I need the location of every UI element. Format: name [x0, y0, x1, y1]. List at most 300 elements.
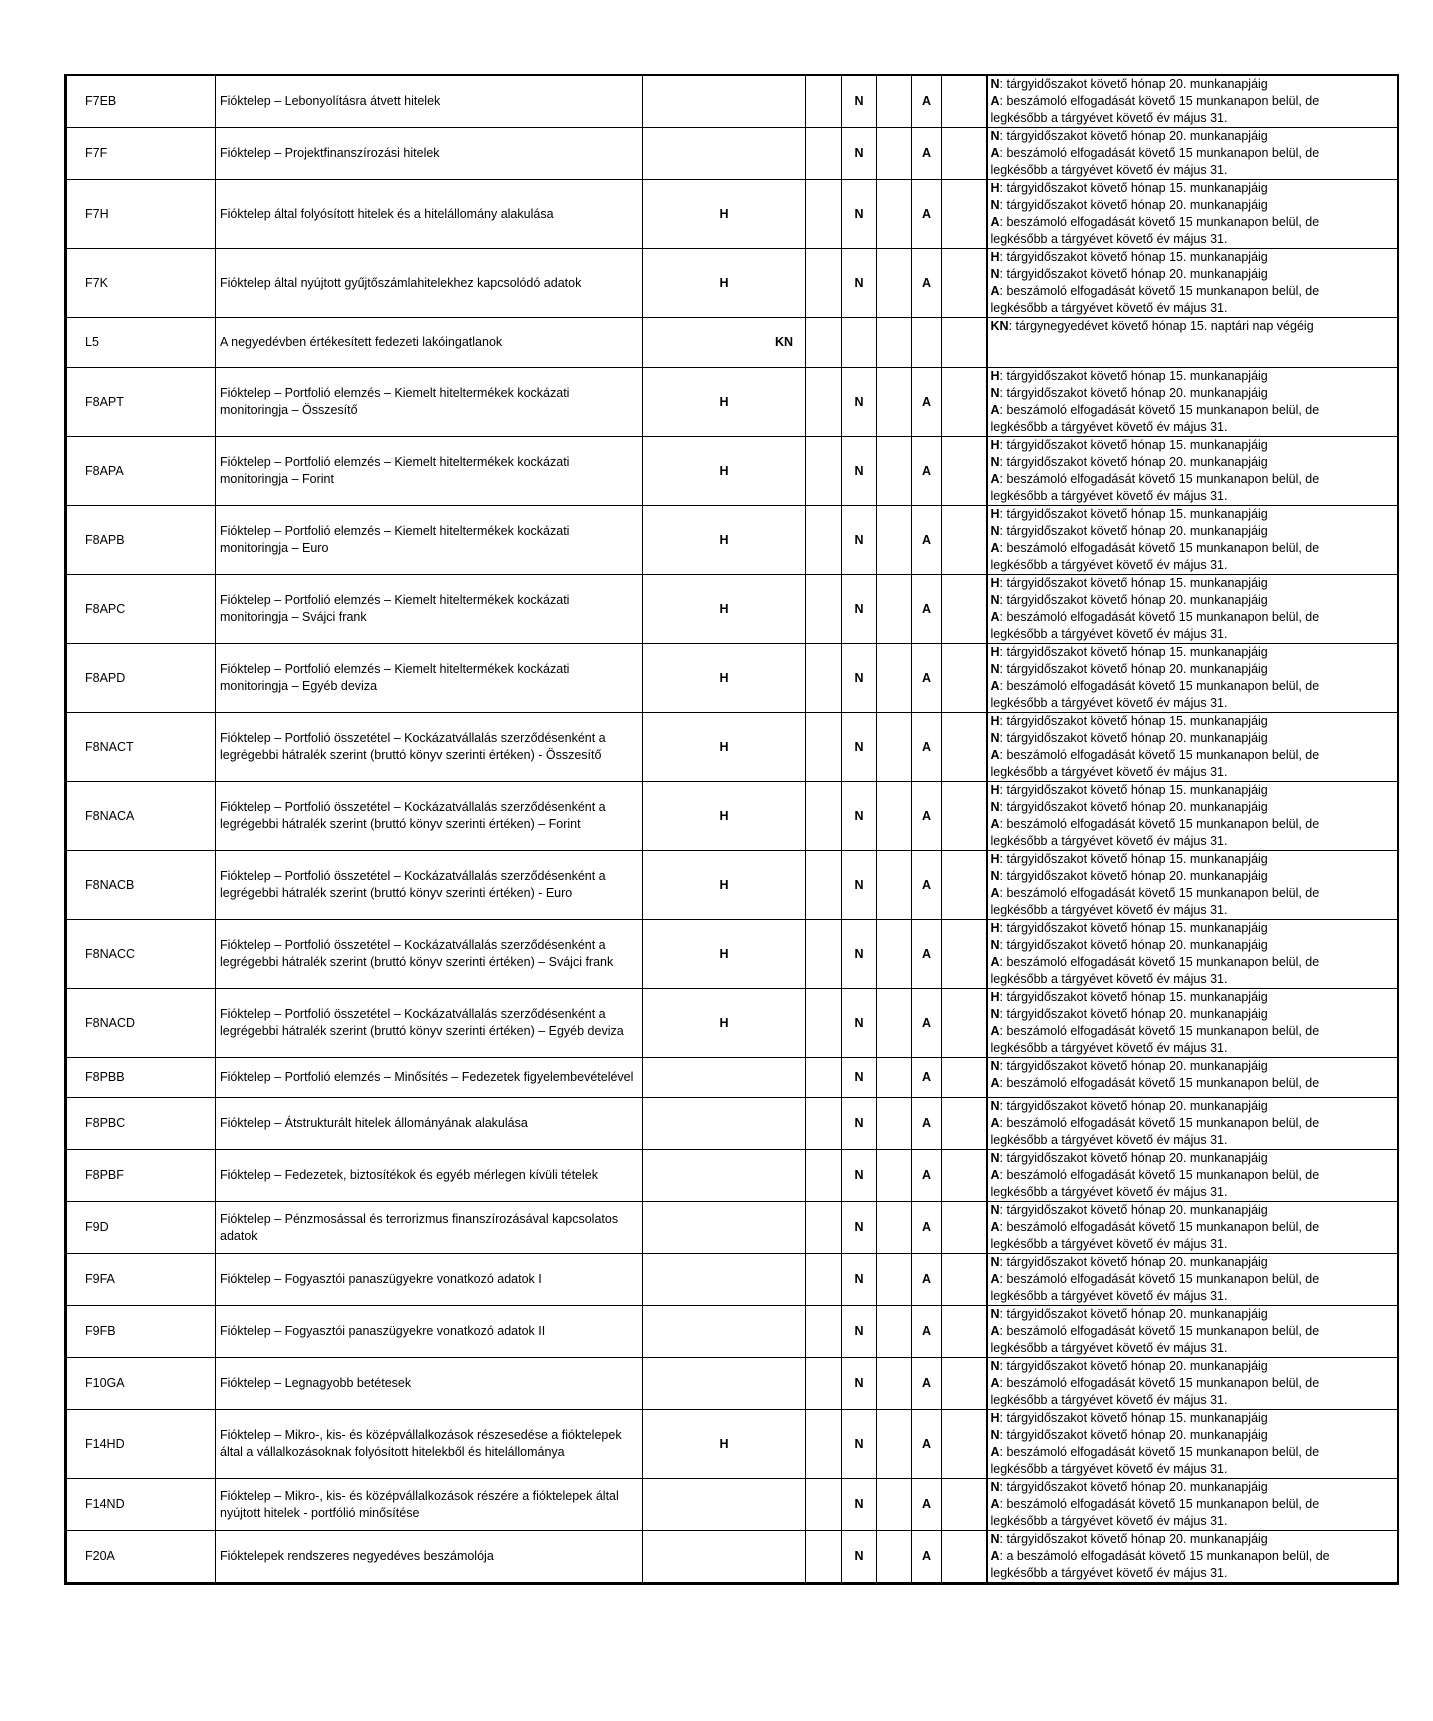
- frequency-spacer: [877, 1098, 912, 1150]
- deadline-text: : beszámoló elfogadását követő 15 munkanapon belül, de: [999, 1220, 1320, 1234]
- deadline-line: [991, 300, 1394, 317]
- deadline-key: H: [990, 783, 1000, 797]
- deadline-text: : tárgyidőszakot követő hónap 20. munkanapjáig: [999, 1532, 1268, 1546]
- table-body: [66, 75, 1398, 1584]
- frequency-h: H: [643, 713, 806, 782]
- frequency-spacer: [806, 368, 842, 437]
- deadline-cell: [987, 1098, 1398, 1150]
- row-description: Fióktelep – Portfolió elemzés – Minősítés – Fedezetek figyelembevételével: [216, 1058, 643, 1098]
- frequency-h: [643, 1058, 806, 1098]
- deadline-key: N: [990, 455, 1000, 469]
- deadline-key: A: [990, 1220, 1000, 1234]
- deadline-text: : tárgyidőszakot követő hónap 15. munkanapjáig: [999, 714, 1268, 728]
- deadline-text: : beszámoló elfogadását követő 15 munkanapon belül, de: [999, 1168, 1320, 1182]
- frequency-spacer: [942, 989, 987, 1058]
- table-row: [66, 1531, 1398, 1584]
- frequency-spacer: [877, 989, 912, 1058]
- deadline-text: legkésőbb a tárgyévet követő év május 31.: [990, 834, 1228, 848]
- frequency-spacer: [806, 1254, 842, 1306]
- deadline-line: [991, 730, 1394, 747]
- deadline-text: legkésőbb a tárgyévet követő év május 31.: [990, 232, 1228, 246]
- deadline-text: : beszámoló elfogadását követő 15 munkanapon belül, de: [999, 1076, 1320, 1090]
- deadline-line: [991, 402, 1394, 419]
- frequency-spacer: [942, 1098, 987, 1150]
- frequency-a: A: [912, 1098, 942, 1150]
- frequency-a: [912, 318, 942, 368]
- deadline-text: : tárgyidőszakot követő hónap 15. munkanapjáig: [999, 250, 1268, 264]
- frequency-n: N: [842, 1058, 877, 1098]
- frequency-spacer: [806, 920, 842, 989]
- deadline-cell: [987, 1202, 1398, 1254]
- frequency-n: N: [842, 713, 877, 782]
- frequency-spacer: [942, 1410, 987, 1479]
- deadline-line: [991, 162, 1394, 179]
- deadline-text: legkésőbb a tárgyévet követő év május 31.: [990, 1341, 1228, 1355]
- deadline-line: [991, 626, 1394, 643]
- deadline-text: legkésőbb a tárgyévet követő év május 31.: [990, 301, 1228, 315]
- deadline-text: : tárgyidőszakot követő hónap 20. munkanapjáig: [999, 1059, 1268, 1073]
- deadline-key: A: [990, 403, 1000, 417]
- row-code: F8APA: [66, 437, 216, 506]
- deadline-text: : beszámoló elfogadását követő 15 munkanapon belül, de: [999, 403, 1320, 417]
- frequency-h: H: [643, 437, 806, 506]
- frequency-spacer: [877, 1202, 912, 1254]
- deadline-key: N: [990, 593, 1000, 607]
- deadline-text: : tárgyidőszakot követő hónap 15. munkanapjáig: [999, 181, 1268, 195]
- deadline-key: A: [990, 955, 1000, 969]
- deadline-line: [991, 1548, 1394, 1565]
- deadline-text: legkésőbb a tárgyévet követő év május 31.: [990, 1185, 1228, 1199]
- deadline-line: [991, 318, 1394, 335]
- frequency-a: A: [912, 368, 942, 437]
- frequency-spacer: [942, 782, 987, 851]
- frequency-spacer: [942, 1150, 987, 1202]
- deadline-key: H: [990, 369, 1000, 383]
- row-code: F8NACT: [66, 713, 216, 782]
- frequency-spacer: [877, 1358, 912, 1410]
- deadline-cell: [987, 318, 1398, 368]
- reporting-table: [64, 74, 1399, 1585]
- deadline-text: legkésőbb a tárgyévet követő év május 31.: [990, 1289, 1228, 1303]
- frequency-a: A: [912, 644, 942, 713]
- frequency-spacer: [806, 1531, 842, 1584]
- deadline-key: N: [990, 1532, 1000, 1546]
- deadline-text: legkésőbb a tárgyévet követő év május 31.: [990, 1393, 1228, 1407]
- row-code: F8APD: [66, 644, 216, 713]
- deadline-cell: [987, 1058, 1398, 1098]
- deadline-key: A: [990, 886, 1000, 900]
- frequency-a: A: [912, 75, 942, 128]
- frequency-n: N: [842, 128, 877, 180]
- frequency-spacer: [806, 437, 842, 506]
- frequency-spacer: [942, 1254, 987, 1306]
- frequency-h: [643, 1254, 806, 1306]
- deadline-line: [991, 1392, 1394, 1409]
- frequency-n: N: [842, 180, 877, 249]
- deadline-text: : tárgynegyedévet követő hónap 15. naptári nap végéig: [1008, 319, 1314, 333]
- table-row: [66, 1254, 1398, 1306]
- frequency-h: H: [643, 180, 806, 249]
- table-row: [66, 180, 1398, 249]
- frequency-spacer: [877, 1410, 912, 1479]
- deadline-key: N: [990, 524, 1000, 538]
- deadline-cell: [987, 1358, 1398, 1410]
- frequency-spacer: [806, 1410, 842, 1479]
- frequency-spacer: [877, 1306, 912, 1358]
- row-description: Fióktelep – Portfolió összetétel – Kockázatvállalás szerződésenként a legrégebbi hátralék szerint (bruttó könyv szerinti értéken) – Egyéb deviza: [216, 989, 643, 1058]
- deadline-text: : beszámoló elfogadását követő 15 munkanapon belül, de: [999, 472, 1320, 486]
- frequency-spacer: [806, 575, 842, 644]
- frequency-spacer: [877, 75, 912, 128]
- table-row: [66, 1150, 1398, 1202]
- row-code: F8NACC: [66, 920, 216, 989]
- frequency-h: H: [643, 851, 806, 920]
- frequency-h: H: [643, 644, 806, 713]
- frequency-spacer: [942, 180, 987, 249]
- frequency-h: H: [643, 989, 806, 1058]
- row-description: Fióktelep – Pénzmosással és terrorizmus finanszírozásával kapcsolatos adatok: [216, 1202, 643, 1254]
- frequency-h: H: [643, 1410, 806, 1479]
- frequency-n: N: [842, 851, 877, 920]
- frequency-n: N: [842, 1098, 877, 1150]
- frequency-h: [643, 1098, 806, 1150]
- row-description: Fióktelep – Portfolió elemzés – Kiemelt hiteltermékek kockázati monitoringja – Euro: [216, 506, 643, 575]
- deadline-line: [991, 1306, 1394, 1323]
- table-row: [66, 1306, 1398, 1358]
- deadline-text: : tárgyidőszakot követő hónap 20. munkanapjáig: [999, 524, 1268, 538]
- deadline-text: : beszámoló elfogadását követő 15 munkanapon belül, de: [999, 679, 1320, 693]
- frequency-spacer: [806, 713, 842, 782]
- deadline-line: [991, 1184, 1394, 1201]
- frequency-spacer: [806, 506, 842, 575]
- row-code: F9D: [66, 1202, 216, 1254]
- deadline-key: A: [990, 1549, 1000, 1563]
- row-code: F14ND: [66, 1479, 216, 1531]
- deadline-line: [991, 1410, 1394, 1427]
- row-description: Fióktelep által folyósított hitelek és a hitelállomány alakulása: [216, 180, 643, 249]
- deadline-line: [991, 1565, 1394, 1582]
- deadline-text: : a beszámoló elfogadását követő 15 munkanapon belül, de: [999, 1549, 1330, 1563]
- deadline-text: legkésőbb a tárgyévet követő év május 31.: [990, 420, 1228, 434]
- frequency-spacer: [877, 1531, 912, 1584]
- deadline-line: [991, 93, 1394, 110]
- frequency-spacer: [942, 249, 987, 318]
- frequency-h: H: [643, 782, 806, 851]
- frequency-spacer: [806, 1150, 842, 1202]
- deadline-line: [991, 1058, 1394, 1075]
- row-code: F7EB: [66, 75, 216, 128]
- deadline-line: [991, 1236, 1394, 1253]
- deadline-key: A: [990, 1445, 1000, 1459]
- frequency-spacer: [942, 1058, 987, 1098]
- deadline-line: [991, 249, 1394, 266]
- deadline-line: [991, 1202, 1394, 1219]
- table-row: [66, 575, 1398, 644]
- deadline-text: legkésőbb a tárgyévet követő év május 31.: [990, 1514, 1228, 1528]
- deadline-line: [991, 1513, 1394, 1530]
- deadline-line: [991, 1271, 1394, 1288]
- frequency-spacer: [942, 368, 987, 437]
- deadline-key: N: [990, 731, 1000, 745]
- row-description: Fióktelep – Átstrukturált hitelek állományának alakulása: [216, 1098, 643, 1150]
- frequency-spacer: [942, 644, 987, 713]
- frequency-spacer: [806, 1098, 842, 1150]
- deadline-text: : tárgyidőszakot követő hónap 20. munkanapjáig: [999, 267, 1268, 281]
- frequency-spacer: [806, 1202, 842, 1254]
- frequency-spacer: [877, 1058, 912, 1098]
- deadline-key: N: [990, 129, 1000, 143]
- deadline-text: : tárgyidőszakot követő hónap 20. munkanapjáig: [999, 593, 1268, 607]
- deadline-key: A: [990, 146, 1000, 160]
- deadline-key: N: [990, 198, 1000, 212]
- deadline-key: H: [990, 507, 1000, 521]
- deadline-line: [991, 885, 1394, 902]
- frequency-spacer: [942, 713, 987, 782]
- deadline-text: legkésőbb a tárgyévet követő év május 31.: [990, 1462, 1228, 1476]
- frequency-spacer: [942, 1531, 987, 1584]
- frequency-h: H: [643, 506, 806, 575]
- deadline-line: [991, 1040, 1394, 1057]
- frequency-spacer: [942, 506, 987, 575]
- deadline-cell: [987, 782, 1398, 851]
- deadline-line: [991, 488, 1394, 505]
- deadline-line: [991, 575, 1394, 592]
- deadline-key: A: [990, 94, 1000, 108]
- deadline-line: [991, 454, 1394, 471]
- frequency-spacer: [877, 368, 912, 437]
- frequency-h: [643, 75, 806, 128]
- frequency-a: A: [912, 1058, 942, 1098]
- deadline-text: : beszámoló elfogadását követő 15 munkanapon belül, de: [999, 886, 1320, 900]
- deadline-text: : tárgyidőszakot követő hónap 20. munkanapjáig: [999, 1099, 1268, 1113]
- deadline-text: : beszámoló elfogadását követő 15 munkanapon belül, de: [999, 1272, 1320, 1286]
- deadline-key: N: [990, 386, 1000, 400]
- deadline-text: : beszámoló elfogadását követő 15 munkanapon belül, de: [999, 1324, 1320, 1338]
- frequency-n: N: [842, 1306, 877, 1358]
- frequency-n: N: [842, 920, 877, 989]
- deadline-line: [991, 1023, 1394, 1040]
- frequency-n: N: [842, 368, 877, 437]
- row-code: F8PBC: [66, 1098, 216, 1150]
- row-code: F8APB: [66, 506, 216, 575]
- deadline-key: H: [990, 250, 1000, 264]
- frequency-spacer: [877, 506, 912, 575]
- row-description: Fióktelep – Portfolió összetétel – Kockázatvállalás szerződésenként a legrégebbi hátralék szerint (bruttó könyv szerinti értéken) – Forint: [216, 782, 643, 851]
- frequency-spacer: [942, 1306, 987, 1358]
- deadline-cell: [987, 1150, 1398, 1202]
- frequency-spacer: [942, 575, 987, 644]
- deadline-key: N: [990, 662, 1000, 676]
- frequency-n: N: [842, 644, 877, 713]
- deadline-key: N: [990, 869, 1000, 883]
- frequency-spacer: [942, 851, 987, 920]
- deadline-line: [991, 902, 1394, 919]
- deadline-text: : tárgyidőszakot követő hónap 20. munkanapjáig: [999, 1428, 1268, 1442]
- deadline-key: N: [990, 1151, 1000, 1165]
- frequency-spacer: [942, 75, 987, 128]
- frequency-n: [842, 318, 877, 368]
- table-row: [66, 1098, 1398, 1150]
- deadline-line: [991, 1115, 1394, 1132]
- deadline-text: : tárgyidőszakot követő hónap 15. munkanapjáig: [999, 507, 1268, 521]
- deadline-text: : beszámoló elfogadását követő 15 munkanapon belül, de: [999, 146, 1320, 160]
- frequency-spacer: [806, 1058, 842, 1098]
- frequency-h: H: [643, 920, 806, 989]
- deadline-cell: [987, 1479, 1398, 1531]
- frequency-spacer: [806, 644, 842, 713]
- deadline-cell: [987, 1531, 1398, 1584]
- row-code: F8NACA: [66, 782, 216, 851]
- deadline-key: N: [990, 1428, 1000, 1442]
- deadline-key: A: [990, 1497, 1000, 1511]
- frequency-a: A: [912, 713, 942, 782]
- deadline-line: [991, 764, 1394, 781]
- row-code: F8PBF: [66, 1150, 216, 1202]
- table-row: [66, 1202, 1398, 1254]
- deadline-key: A: [990, 284, 1000, 298]
- table-row: [66, 1410, 1398, 1479]
- deadline-text: : beszámoló elfogadását követő 15 munkanapon belül, de: [999, 284, 1320, 298]
- deadline-key: N: [990, 938, 1000, 952]
- deadline-key: H: [990, 576, 1000, 590]
- frequency-spacer: [806, 128, 842, 180]
- deadline-line: [991, 437, 1394, 454]
- deadline-key: KN: [990, 319, 1009, 333]
- frequency-a: A: [912, 128, 942, 180]
- row-code: F8NACD: [66, 989, 216, 1058]
- deadline-key: A: [990, 748, 1000, 762]
- deadline-key: A: [990, 472, 1000, 486]
- deadline-line: [991, 231, 1394, 248]
- deadline-text: : beszámoló elfogadását követő 15 munkanapon belül, de: [999, 1445, 1320, 1459]
- deadline-key: H: [990, 714, 1000, 728]
- deadline-key: N: [990, 1480, 1000, 1494]
- deadline-line: [991, 76, 1394, 93]
- frequency-h: H: [643, 575, 806, 644]
- row-description: Fióktelep – Mikro-, kis- és középvállalkozások részére a fióktelepek által nyújtott hitelek - portfólió minősítése: [216, 1479, 643, 1531]
- deadline-cell: [987, 506, 1398, 575]
- table-row: [66, 713, 1398, 782]
- table-row: [66, 1358, 1398, 1410]
- row-description: Fióktelepek rendszeres negyedéves beszámolója: [216, 1531, 643, 1584]
- row-code: F7H: [66, 180, 216, 249]
- row-description: Fióktelep – Fogyasztói panaszügyekre vonatkozó adatok I: [216, 1254, 643, 1306]
- deadline-text: : tárgyidőszakot követő hónap 15. munkanapjáig: [999, 645, 1268, 659]
- frequency-spacer: [877, 249, 912, 318]
- frequency-n: N: [842, 1479, 877, 1531]
- deadline-text: legkésőbb a tárgyévet követő év május 31.: [990, 765, 1228, 779]
- frequency-a: A: [912, 920, 942, 989]
- deadline-line: [991, 1132, 1394, 1149]
- frequency-spacer: [806, 1306, 842, 1358]
- deadline-cell: [987, 368, 1398, 437]
- deadline-line: [991, 920, 1394, 937]
- table-row: [66, 249, 1398, 318]
- deadline-key: A: [990, 541, 1000, 555]
- deadline-text: : tárgyidőszakot követő hónap 20. munkanapjáig: [999, 869, 1268, 883]
- row-description: Fióktelep – Portfolió összetétel – Kockázatvállalás szerződésenként a legrégebbi hátralék szerint (bruttó könyv szerinti értéken) - Euro: [216, 851, 643, 920]
- deadline-line: [991, 214, 1394, 231]
- row-description: Fióktelep – Portfolió elemzés – Kiemelt hiteltermékek kockázati monitoringja – Egyéb deviza: [216, 644, 643, 713]
- deadline-cell: [987, 75, 1398, 128]
- frequency-spacer: [877, 180, 912, 249]
- deadline-text: : tárgyidőszakot követő hónap 15. munkanapjáig: [999, 576, 1268, 590]
- deadline-cell: [987, 249, 1398, 318]
- frequency-spacer: [877, 644, 912, 713]
- deadline-text: : tárgyidőszakot követő hónap 20. munkanapjáig: [999, 800, 1268, 814]
- row-code: F7K: [66, 249, 216, 318]
- frequency-a: A: [912, 1410, 942, 1479]
- frequency-a: A: [912, 1150, 942, 1202]
- deadline-text: : tárgyidőszakot követő hónap 20. munkanapjáig: [999, 1255, 1268, 1269]
- deadline-key: H: [990, 990, 1000, 1004]
- row-code: F14HD: [66, 1410, 216, 1479]
- row-description: Fióktelep – Fogyasztói panaszügyekre vonatkozó adatok II: [216, 1306, 643, 1358]
- deadline-key: A: [990, 1168, 1000, 1182]
- deadline-text: legkésőbb a tárgyévet követő év május 31.: [990, 1237, 1228, 1251]
- table-row: [66, 851, 1398, 920]
- row-description: Fióktelep – Projektfinanszírozási hitelek: [216, 128, 643, 180]
- deadline-line: [991, 592, 1394, 609]
- deadline-key: N: [990, 1255, 1000, 1269]
- deadline-line: [991, 557, 1394, 574]
- deadline-line: [991, 145, 1394, 162]
- deadline-text: : beszámoló elfogadását követő 15 munkanapon belül, de: [999, 215, 1320, 229]
- deadline-line: [991, 1375, 1394, 1392]
- deadline-key: A: [990, 215, 1000, 229]
- deadline-key: N: [990, 1007, 1000, 1021]
- frequency-spacer: [942, 128, 987, 180]
- deadline-cell: [987, 437, 1398, 506]
- deadline-key: A: [990, 1272, 1000, 1286]
- deadline-text: : beszámoló elfogadását követő 15 munkanapon belül, de: [999, 1116, 1320, 1130]
- table-row: [66, 75, 1398, 128]
- deadline-cell: [987, 1306, 1398, 1358]
- deadline-cell: [987, 920, 1398, 989]
- deadline-text: legkésőbb a tárgyévet követő év május 31.: [990, 972, 1228, 986]
- deadline-text: : beszámoló elfogadását követő 15 munkanapon belül, de: [999, 1024, 1320, 1038]
- frequency-a: A: [912, 1254, 942, 1306]
- frequency-a: A: [912, 437, 942, 506]
- frequency-spacer: [877, 713, 912, 782]
- deadline-cell: [987, 851, 1398, 920]
- deadline-line: [991, 1479, 1394, 1496]
- deadline-line: [991, 1496, 1394, 1513]
- deadline-key: N: [990, 1099, 1000, 1113]
- deadline-line: [991, 471, 1394, 488]
- frequency-spacer: [806, 1358, 842, 1410]
- deadline-key: A: [990, 1024, 1000, 1038]
- deadline-line: [991, 1219, 1394, 1236]
- frequency-n: N: [842, 506, 877, 575]
- frequency-spacer: [877, 782, 912, 851]
- frequency-spacer: [806, 180, 842, 249]
- frequency-a: A: [912, 989, 942, 1058]
- deadline-text: legkésőbb a tárgyévet követő év május 31.: [990, 903, 1228, 917]
- deadline-key: N: [990, 1203, 1000, 1217]
- frequency-n: N: [842, 75, 877, 128]
- row-description: Fióktelep – Portfolió elemzés – Kiemelt hiteltermékek kockázati monitoringja – Svájci frank: [216, 575, 643, 644]
- frequency-h: [643, 1306, 806, 1358]
- frequency-spacer: [806, 318, 842, 368]
- deadline-line: [991, 197, 1394, 214]
- deadline-text: : tárgyidőszakot követő hónap 20. munkanapjáig: [999, 1307, 1268, 1321]
- deadline-cell: [987, 180, 1398, 249]
- deadline-text: : tárgyidőszakot követő hónap 20. munkanapjáig: [999, 1203, 1268, 1217]
- deadline-line: [991, 609, 1394, 626]
- row-description: Fióktelep által nyújtott gyűjtőszámlahitelekhez kapcsolódó adatok: [216, 249, 643, 318]
- row-code: F8APC: [66, 575, 216, 644]
